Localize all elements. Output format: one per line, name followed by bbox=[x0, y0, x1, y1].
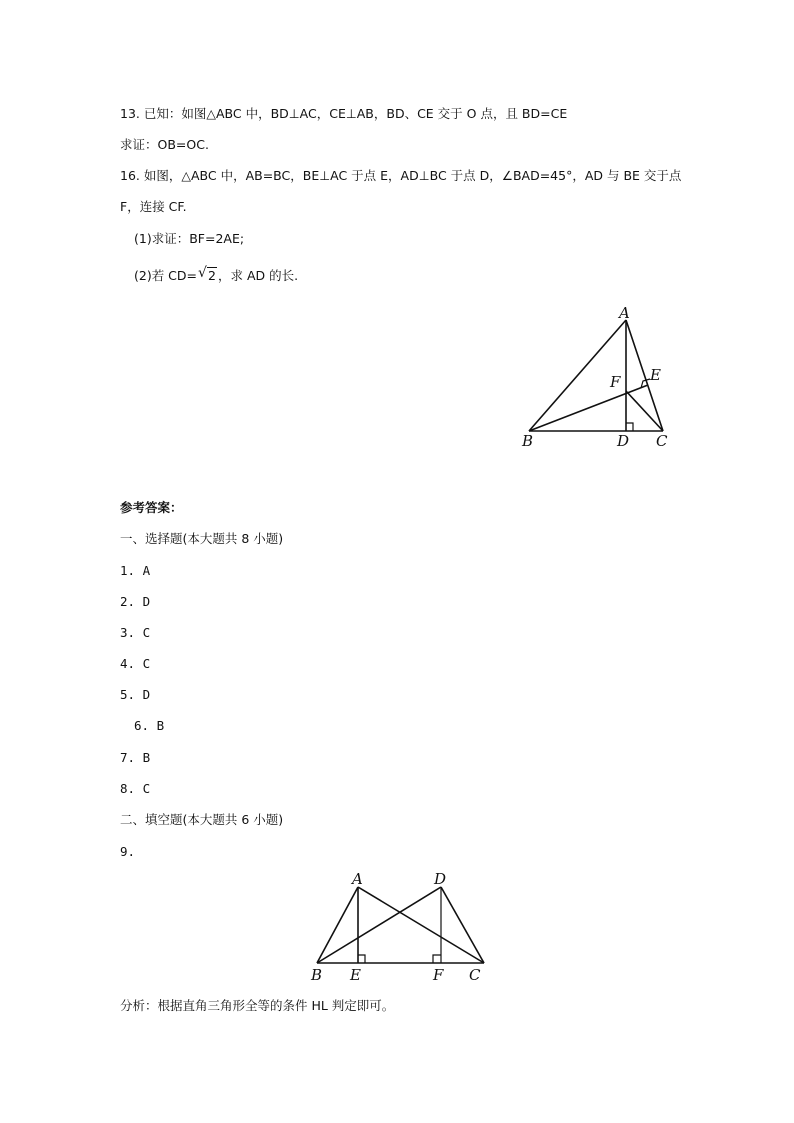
label-c: C bbox=[656, 432, 668, 450]
label-e: E bbox=[650, 366, 661, 384]
segment-cf bbox=[626, 391, 663, 431]
q16-line2: F，连接 CF. bbox=[120, 199, 187, 214]
right-angle-d bbox=[626, 423, 633, 431]
answers-title: 参考答案： bbox=[120, 500, 183, 515]
q16-part1: (1)求证：BF=2AE; bbox=[134, 231, 245, 246]
answer-item: 2. D bbox=[120, 594, 151, 609]
answer-item: 5. D bbox=[120, 687, 151, 702]
label-f: F bbox=[433, 966, 444, 984]
q9-analysis: 分析：根据直角三角形全等的条件 HL 判定即可。 bbox=[120, 998, 395, 1013]
section1-heading: 一、选择题(本大题共 8 小题) bbox=[120, 531, 284, 546]
q16-part2-suffix: ，求 AD 的长. bbox=[217, 268, 299, 283]
q16-part2-radicand: 2 bbox=[208, 268, 216, 283]
answer-item: 8. C bbox=[120, 781, 151, 796]
label-d: D bbox=[617, 432, 630, 450]
section2-heading: 二、填空题(本大题共 6 小题) bbox=[120, 812, 284, 827]
q13-line2: 求证：OB=OC. bbox=[120, 137, 209, 152]
answer-item: 7. B bbox=[120, 750, 151, 765]
q16-line1: 16. 如图，△ABC 中，AB=BC，BE⊥AC 于点 E，AD⊥BC 于点 D，∠BAD=45°，AD 与 BE 交于点 bbox=[120, 168, 682, 183]
label-a: A bbox=[352, 870, 363, 888]
answer-item: 3. C bbox=[120, 625, 151, 640]
label-d: D bbox=[434, 870, 447, 888]
label-b: B bbox=[311, 966, 323, 984]
answer-item: 4. C bbox=[120, 656, 151, 671]
q16-part2-prefix: (2)若 CD= bbox=[134, 268, 198, 283]
q13-line1: 13. 已知：如图△ABC 中，BD⊥AC，CE⊥AB，BD、CE 交于 O 点，且 BD=CE bbox=[120, 106, 568, 121]
label-c: C bbox=[469, 966, 481, 984]
label-f: F bbox=[610, 373, 621, 391]
segment-be bbox=[529, 385, 648, 431]
segment-ab bbox=[317, 887, 358, 963]
segment-dc bbox=[441, 887, 484, 963]
q16-part2 bbox=[134, 265, 299, 284]
answer-item: 1. A bbox=[120, 563, 151, 578]
label-a: A bbox=[619, 304, 630, 322]
figure-two-triangles bbox=[305, 868, 495, 988]
label-e: E bbox=[350, 966, 361, 984]
q9-label: 9. bbox=[120, 844, 136, 859]
answer-item: 6. B bbox=[134, 718, 165, 733]
figure-triangle-abc bbox=[510, 298, 690, 458]
sqrt-symbol: √ 2 bbox=[198, 265, 216, 283]
label-b: B bbox=[522, 432, 534, 450]
right-angle-e bbox=[358, 955, 365, 963]
right-angle-f bbox=[433, 955, 441, 963]
